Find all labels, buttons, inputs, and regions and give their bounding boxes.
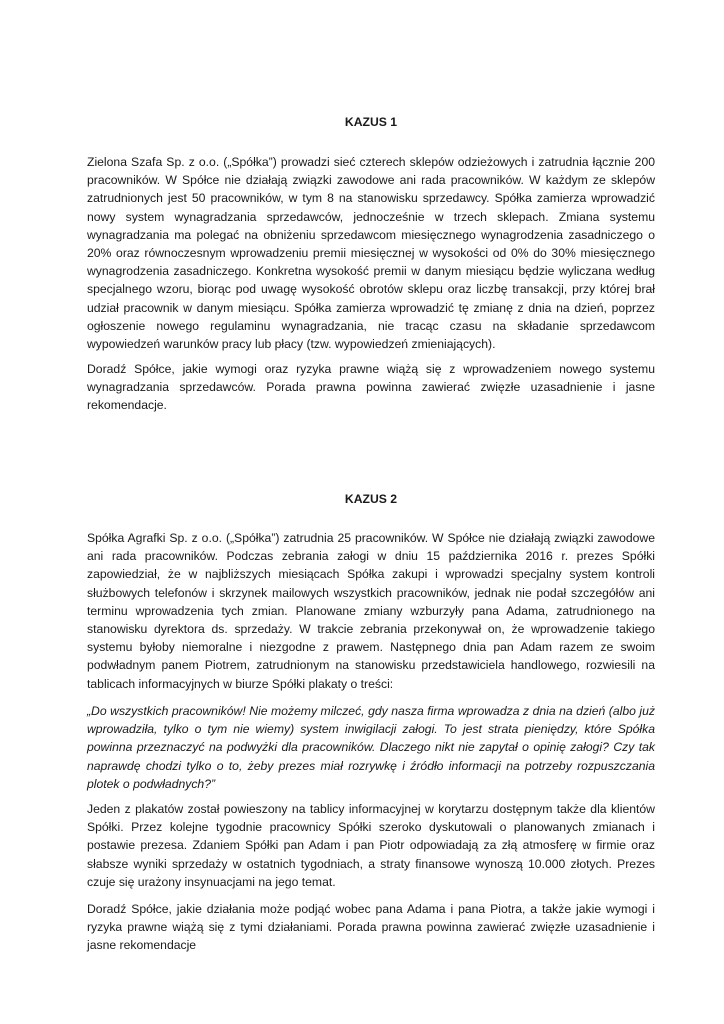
kazus-1-paragraph-2: Doradź Spółce, jakie wymogi oraz ryzyka prawne wiążą się z wprowadzeniem nowego systemu wynagradzania sprzedawców. Porada prawna powinna zawierać zwięzłe uzasadnienie i jasne rekomendacje.	[87, 362, 655, 413]
kazus-2-paragraph-3: Jeden z plakatów został powieszony na tablicy informacyjnej w korytarzu dostępnym także dla klientów Spółki. Przez kolejne tygodnie pracownicy Spółki szeroko dyskutowali o planowanych zmianach i postawie prezesa. Zdaniem Spółki pan Adam i pan Piotr odpowiadają za złą atmosferę w firmie oraz słabsze wyniki sprzedaży w ostatnich tygodniach, a straty finansowe wynoszą 10.000 złotych. Prezes czuje się urażony insynuacjami na jego temat.	[87, 802, 655, 889]
kazus-2-paragraph-1: Spółka Agrafki Sp. z o.o. („Spółka”) zatrudnia 25 pracowników. W Spółce nie działają związki zawodowe ani rada pracowników. Podczas zebrania załogi w dniu 15 października 2016 r. prezes Spółki zapowiedział, że w najbliższych miesiącach Spółka zakupi i wprowadzi specjalny system kontroli służbowych telefonów i skrzynek mailowych wszystkich pracowników, jednak nie podał szczegółów ani terminu wprowadzenia tych zmian. Planowane zmiany wzburzyły pana Adama, zatrudnionego na stanowisku dyrektora ds. sprzedaży. W trakcie zebrania przekonywał on, że wprowadzenie takiego systemu byłoby niemoralne i niezgodne z prawem. Następnego dnia pan Adam razem ze swoim podwładnym panem Piotrem, zatrudnionym na stanowisku przedstawiciela handlowego, rozwiesili na tablicach informacyjnych w biurze Spółki plakaty o treści:	[87, 531, 655, 691]
kazus-1-title: KAZUS 1	[344, 115, 398, 129]
kazus-1-paragraph-1: Zielona Szafa Sp. z o.o. („Spółka”) prowadzi sieć czterech sklepów odzieżowych i zatrudnia łącznie 200 pracowników. W Spółce nie działają związki zawodowe ani rada pracowników. W każdym ze sklepów zatrudnionych jest 50 pracowników, w tym 8 na stanowisku sprzedawcy. Spółka zamierza wprowadzić nowy system wynagradzania sprzedawców, jednocześnie w trzech sklepach. Zmiana systemu wynagradzania ma polegać na obniżeniu sprzedawcom miesięcznego wynagrodzenia zasadniczego o 20% oraz równoczesnym wprowadzeniu premii miesięcznej w wysokości od 0% do 30% miesięcznego wynagrodzenia zasadniczego. Konkretna wysokość premii w danym miesiącu będzie wyliczana według specjalnego wzoru, biorąc pod uwagę wysokość obrotów sklepu oraz liczbę transakcji, przy której brał udział pracownik w danym miesiącu. Spółka zamierza wprowadzić tę zmianę z dnia na dzień, poprzez ogłoszenie nowego regulaminu wynagradzania, nie tracąc czasu na składanie sprzedawcom wypowiedzeń warunków pracy lub płacy (tzw. wypowiedzeń zmieniających).	[87, 155, 655, 352]
kazus-2-poster-quote: „Do wszystkich pracowników! Nie możemy milczeć, gdy nasza firma wprowadza z dnia na dzień (albo już wprowadziła, tylko o tym nie wiemy) system inwigilacji załogi. To jest strata pieniędzy, które Spółka powinna przeznaczyć na podwyżki dla pracowników. Dlaczego nikt nie zapytał o opinię załogi? Czy tak naprawdę chodzi tylko o to, żeby prezes miał rozrywkę i źródło informacji na potrzeby rozpuszczania plotek o podwładnych?”	[87, 704, 655, 791]
kazus-2-paragraph-4: Doradź Spółce, jakie działania może podjąć wobec pana Adama i pana Piotra, a także jakie wymogi i ryzyka prawne wiążą się z tymi działaniami. Porada prawna powinna zawierać zwięzłe uzasadnienie i jasne rekomendacje	[87, 902, 655, 953]
kazus-2-title: KAZUS 2	[344, 492, 398, 506]
